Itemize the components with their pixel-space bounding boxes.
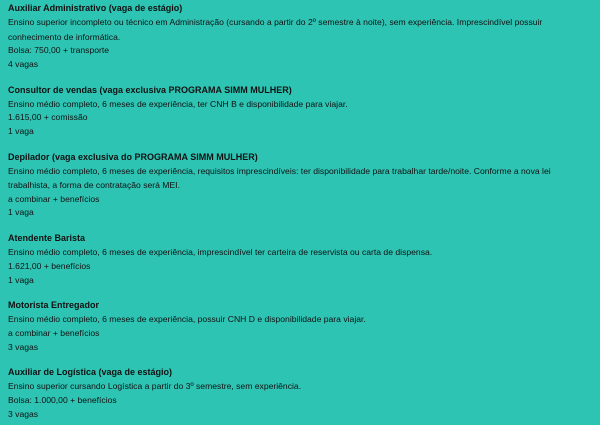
job-title: Depilador (vaga exclusiva do PROGRAMA SIMM MULHER) <box>8 151 258 162</box>
job-listing <box>8 366 594 421</box>
job-title: Auxiliar Administrativo (vaga de estágio) <box>8 3 183 13</box>
job-title: Consultor de vendas (vaga exclusiva PROGRAMA SIMM MULHER) <box>8 84 292 95</box>
job-pay: Bolsa: 750,00 + transporte <box>8 45 110 55</box>
job-title: Motorista Entregador <box>8 300 100 311</box>
job-pay: Bolsa: 1.000,00 + benefícios <box>8 394 117 405</box>
job-listing <box>8 2 594 72</box>
job-title: Atendente Barista <box>8 233 86 244</box>
job-openings: 3 vagas <box>8 408 39 419</box>
job-openings: 1 vaga <box>8 274 34 285</box>
job-openings: 1 vaga <box>8 125 34 136</box>
job-listing <box>8 299 594 354</box>
job-requirements: Ensino superior cursando Logística a partir do 3º semestre, sem experiência. <box>8 381 302 392</box>
job-pay: 1.615,00 + comissão <box>8 112 88 123</box>
job-openings: 1 vaga <box>8 207 34 218</box>
job-pay: a combinar + benefícios <box>8 193 100 204</box>
job-requirements: Ensino médio completo, 6 meses de experiência, possuir CNH D e disponibilidade para viajar. <box>8 314 366 325</box>
job-listing <box>8 84 594 139</box>
job-requirements: Ensino médio completo, 6 meses de experiência, imprescindível ter carteira de reservista ou carta de dispensa. <box>8 247 433 258</box>
job-requirements: Ensino médio completo, 6 meses de experiência, requisitos imprescindíveis: ter disponibilidade para trabalhar tarde/noite. Conforme a nova lei trabalhista, a forma de contratação será MEI. <box>8 165 551 191</box>
job-pay: a combinar + benefícios <box>8 327 100 338</box>
job-openings: 4 vagas <box>8 58 39 69</box>
job-listing <box>8 151 594 221</box>
job-listing <box>8 232 594 287</box>
job-requirements: Ensino superior incompleto ou técnico em Administração (cursando a partir do 2º semestre à noite), sem experiência. Imprescindível possuir conhecimento de informática. <box>8 17 543 42</box>
job-requirements: Ensino médio completo, 6 meses de experiência, ter CNH B e disponibilidade para viajar. <box>8 98 348 109</box>
job-title: Auxiliar de Logística (vaga de estágio) <box>8 367 173 378</box>
job-openings: 3 vagas <box>8 341 39 352</box>
job-pay: 1.621,00 + benefícios <box>8 260 91 271</box>
